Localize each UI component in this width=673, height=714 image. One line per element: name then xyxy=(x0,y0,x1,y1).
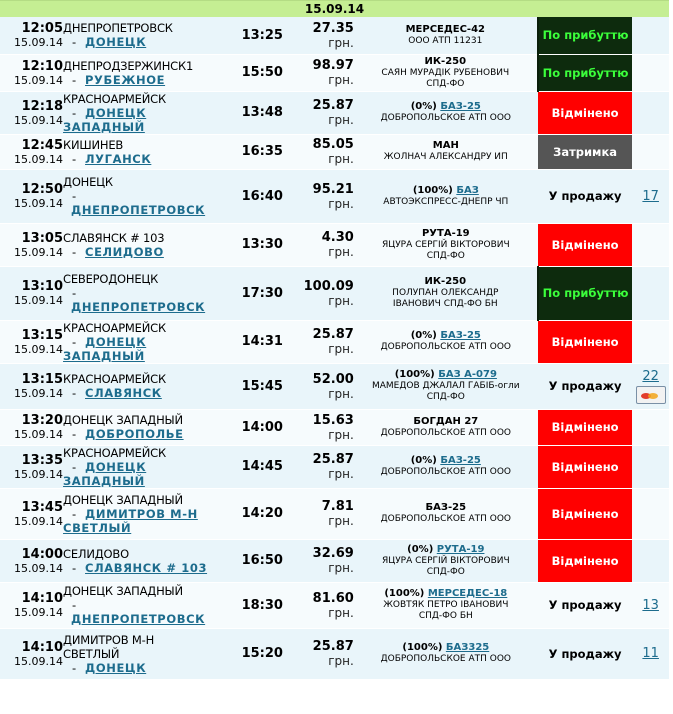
price-value: 15.63 xyxy=(312,412,354,428)
price-value: 32.69 xyxy=(312,546,354,561)
route-dash: - xyxy=(71,459,77,474)
departure-date: 15.09.14 xyxy=(14,342,64,356)
departure-cell xyxy=(0,134,63,169)
departure-cell xyxy=(0,169,63,223)
carrier-name: САЯН МУРАДІК РУБЕНОВИЧ xyxy=(381,67,510,78)
arrival-time: 14:45 xyxy=(232,445,293,488)
destination-link[interactable]: ДОНЕЦК xyxy=(85,459,147,474)
bus-model xyxy=(354,276,537,288)
price-value: 4.30 xyxy=(321,230,354,245)
table-row xyxy=(0,223,669,266)
destination-link[interactable]: ДНЕПРОПЕТРОВСК xyxy=(71,203,206,217)
status-badge: Відмінено xyxy=(538,488,633,539)
departure-date: 15.09.14 xyxy=(14,113,64,127)
departure-date: 15.09.14 xyxy=(14,197,64,210)
price-currency: грн. xyxy=(328,386,354,401)
route-origin: СЛАВЯНСК # 103 xyxy=(63,230,165,245)
bus-model-name: ИК-250 xyxy=(424,55,467,67)
bus-model-link[interactable]: БАЗ-25 xyxy=(440,330,481,341)
occupancy-percent: (0%) xyxy=(407,543,437,555)
price-currency: грн. xyxy=(328,35,354,50)
bus-model xyxy=(354,330,538,342)
price-cell xyxy=(293,320,354,363)
price-currency: грн. xyxy=(328,561,354,575)
route-dash: - xyxy=(71,151,77,166)
price-currency: грн. xyxy=(328,73,354,87)
seats-cell xyxy=(632,134,669,169)
carrier-cell xyxy=(354,223,538,266)
bus-model-name: БОГДАН 27 xyxy=(413,415,479,427)
bus-model xyxy=(354,416,538,428)
table-row xyxy=(0,54,669,91)
carrier-name: ЯЦУРА СЕРГІЙ ВІКТОРОВИЧ xyxy=(381,555,510,566)
table-row xyxy=(0,363,669,409)
bus-model-link[interactable]: РУТА-19 xyxy=(436,543,485,555)
price-value: 52.00 xyxy=(312,371,354,387)
departure-time: 14:10 xyxy=(21,639,64,655)
departure-time: 12:50 xyxy=(21,182,64,197)
carrier-name: ДОБРОПОЛЬСКОЕ АТП ООО xyxy=(380,427,512,438)
bus-model-link[interactable]: БАЗ325 xyxy=(445,642,490,653)
arrival-time: 16:35 xyxy=(232,134,293,169)
table-row xyxy=(0,488,669,539)
carrier-cell xyxy=(354,134,538,169)
route-dash: - xyxy=(71,72,77,87)
route-cell xyxy=(63,409,232,445)
status-badge: Відмінено xyxy=(538,445,633,488)
carrier-name: СПД-ФО xyxy=(426,392,465,402)
price-value: 25.87 xyxy=(312,639,354,654)
table-row xyxy=(0,320,669,363)
route-origin: СВЕТЛЫЙ xyxy=(63,646,120,661)
route-cell xyxy=(63,266,232,320)
destination-link-line2[interactable]: ЗАПАДНЫЙ xyxy=(63,473,145,488)
carrier-cell xyxy=(354,409,538,445)
price-currency: грн. xyxy=(328,427,354,442)
route-origin: КРАСНОАРМЕЙСК xyxy=(63,445,166,460)
bus-model-name: ИК-250 xyxy=(424,276,467,287)
arrival-time: 17:30 xyxy=(232,266,293,320)
credit-card-icon[interactable] xyxy=(636,386,666,404)
arrival-time: 15:45 xyxy=(232,363,293,409)
route-origin: ДНЕПРОПЕТРОВСК xyxy=(63,21,173,36)
departure-date: 15.09.14 xyxy=(14,428,64,441)
route-origin: ДОНЕЦК ЗАПАДНЫЙ xyxy=(63,584,183,598)
departure-time: 13:10 xyxy=(21,279,64,294)
departure-time: 14:10 xyxy=(21,591,64,606)
price-cell xyxy=(293,582,354,628)
destination-link[interactable]: ДОБРОПОЛЬЕ xyxy=(85,427,184,441)
status-badge: По прибуттю xyxy=(538,17,633,54)
route-cell xyxy=(63,91,232,134)
seats-cell xyxy=(632,628,669,679)
carrier-cell xyxy=(354,488,538,539)
departure-time: 14:00 xyxy=(21,546,64,562)
bus-model-link[interactable]: МЕРСЕДЕС-18 xyxy=(427,588,508,599)
price-value: 95.21 xyxy=(312,181,354,197)
bus-model xyxy=(354,502,538,514)
bus-model-link[interactable]: БАЗ А-079 xyxy=(438,369,497,380)
carrier-name: ДОБРОПОЛЬСКОЕ АТП ООО xyxy=(380,514,512,524)
arrival-time: 13:25 xyxy=(232,17,293,54)
table-row xyxy=(0,539,669,582)
bus-model xyxy=(354,56,537,68)
route-dash: - xyxy=(71,105,77,120)
bus-model-name: МЕРСЕДЕС-42 xyxy=(405,23,486,35)
bus-model xyxy=(354,544,538,556)
price-currency: грн. xyxy=(328,605,354,620)
carrier-name: СПД-ФО xyxy=(426,78,465,89)
status-badge: У продажу xyxy=(538,363,633,409)
arrival-time: 14:31 xyxy=(232,320,293,363)
departure-time: 13:45 xyxy=(21,499,64,515)
destination-link[interactable]: ДНЕПРОПЕТРОВСК xyxy=(71,300,206,314)
departure-cell xyxy=(0,320,63,363)
status-badge: Відмінено xyxy=(538,320,633,363)
departure-date: 15.09.14 xyxy=(14,73,64,87)
arrival-time: 13:30 xyxy=(232,223,293,266)
seats-cell xyxy=(632,320,669,363)
price-currency: грн. xyxy=(328,196,354,211)
destination-link[interactable]: ДНЕПРОПЕТРОВСК xyxy=(71,612,206,626)
route-cell xyxy=(63,363,232,409)
price-currency: грн. xyxy=(328,467,354,481)
route-origin: КРАСНОАРМЕЙСК xyxy=(63,320,166,335)
departure-cell xyxy=(0,582,63,628)
arrival-time: 13:48 xyxy=(232,91,293,134)
bus-model-link[interactable]: БАЗ xyxy=(456,184,479,196)
departure-cell xyxy=(0,266,63,320)
route-origin: КРАСНОАРМЕЙСК xyxy=(63,91,166,106)
carrier-name: ПОЛУПАН ОЛЕКСАНДР xyxy=(392,288,499,298)
arrival-time: 14:20 xyxy=(232,488,293,539)
bus-model xyxy=(354,455,538,467)
route-cell xyxy=(63,134,232,169)
route-dash: - xyxy=(71,386,77,400)
carrier-cell xyxy=(354,582,538,628)
carrier-cell xyxy=(354,363,538,409)
price-cell xyxy=(293,445,354,488)
route-origin: СЕЛИДОВО xyxy=(63,546,129,561)
route-origin: СЕВЕРОДОНЕЦК xyxy=(63,272,159,286)
price-value: 27.35 xyxy=(312,20,354,36)
route-origin: ДОНЕЦК ЗАПАДНЫЙ xyxy=(63,492,183,507)
carrier-cell xyxy=(354,628,538,679)
price-cell xyxy=(293,266,354,320)
table-row xyxy=(0,169,669,223)
route-cell xyxy=(63,169,232,223)
seats-cell xyxy=(632,169,669,223)
price-cell xyxy=(293,169,354,223)
route-dash: - xyxy=(71,598,77,612)
arrival-time: 15:20 xyxy=(232,628,293,679)
status-badge: Затримка xyxy=(538,134,633,169)
price-currency: грн. xyxy=(328,514,354,528)
destination-link[interactable]: РУБЕЖНОЕ xyxy=(85,72,166,87)
route-dash: - xyxy=(71,244,77,259)
carrier-cell xyxy=(354,445,538,488)
occupancy-percent: (0%) xyxy=(410,101,441,112)
carrier-name: СПД-ФО xyxy=(426,250,465,261)
date-header: 15.09.14 xyxy=(0,0,669,17)
destination-link[interactable]: ДИМИТРОВ М-Н xyxy=(85,506,198,521)
seats-available-link[interactable]: 11 xyxy=(642,646,659,661)
seats-cell xyxy=(632,488,669,539)
departure-time: 12:18 xyxy=(21,98,64,114)
table-row xyxy=(0,17,669,54)
route-dash: - xyxy=(71,560,77,575)
bus-model xyxy=(354,642,538,654)
departure-date: 15.09.14 xyxy=(14,36,64,50)
price-currency: грн. xyxy=(328,293,354,308)
carrier-cell xyxy=(354,320,538,363)
bus-model xyxy=(354,101,538,113)
price-currency: грн. xyxy=(328,342,354,356)
arrival-time: 14:00 xyxy=(232,409,293,445)
arrival-time: 16:50 xyxy=(232,539,293,582)
carrier-name: ІВАНОВИЧ СПД-ФО БН xyxy=(392,299,498,309)
seats-cell xyxy=(632,223,669,266)
price-cell xyxy=(293,628,354,679)
route-origin: ДОНЕЦК ЗАПАДНЫЙ xyxy=(63,413,183,427)
price-cell xyxy=(293,488,354,539)
departure-date: 15.09.14 xyxy=(14,245,64,259)
price-value: 25.87 xyxy=(312,327,354,342)
seats-cell xyxy=(632,539,669,582)
carrier-name: СПД-ФО БН xyxy=(418,611,473,621)
table-row xyxy=(0,409,669,445)
destination-link-line2[interactable]: ЗАПАДНЫЙ xyxy=(63,119,145,134)
departure-date: 15.09.14 xyxy=(14,467,64,481)
departure-cell xyxy=(0,488,63,539)
carrier-name: ДОБРОПОЛЬСКОЕ АТП ООО xyxy=(380,113,512,123)
route-cell xyxy=(63,17,232,54)
carrier-cell xyxy=(354,539,538,582)
destination-link[interactable]: ДОНЕЦК xyxy=(85,660,147,675)
departure-date: 15.09.14 xyxy=(14,561,64,575)
carrier-name: ЖОЛНАЧ АЛЕКСАНДРУ ИП xyxy=(383,152,508,162)
route-cell xyxy=(63,488,232,539)
carrier-name: ООО АТП 11231 xyxy=(408,35,483,46)
table-row xyxy=(0,628,669,679)
bus-model xyxy=(354,369,538,381)
table-row xyxy=(0,582,669,628)
bus-model xyxy=(354,140,538,152)
price-value: 85.05 xyxy=(312,137,354,152)
route-cell xyxy=(63,223,232,266)
departure-date: 15.09.14 xyxy=(14,654,64,668)
price-currency: грн. xyxy=(328,113,354,127)
departures-table xyxy=(0,17,669,680)
departure-cell xyxy=(0,539,63,582)
departure-cell xyxy=(0,223,63,266)
destination-link[interactable]: СЛАВЯНСК # 103 xyxy=(85,560,208,575)
route-cell xyxy=(63,320,232,363)
price-cell xyxy=(293,539,354,582)
departure-cell xyxy=(0,445,63,488)
bus-model-name: РУТА-19 xyxy=(421,227,470,239)
route-dash: - xyxy=(71,427,77,441)
route-cell xyxy=(63,54,232,91)
occupancy-percent: (100%) xyxy=(394,369,439,380)
route-cell xyxy=(63,539,232,582)
carrier-name: СПД-ФО xyxy=(426,566,465,577)
departure-time: 13:35 xyxy=(21,452,64,468)
departure-time: 12:05 xyxy=(21,21,64,37)
departure-cell xyxy=(0,91,63,134)
carrier-cell xyxy=(354,91,538,134)
bus-model-name: БАЗ-25 xyxy=(425,502,467,513)
bus-model-link[interactable]: БАЗ-25 xyxy=(440,101,481,112)
price-currency: грн. xyxy=(328,152,354,166)
table-row xyxy=(0,266,669,320)
departure-date: 15.09.14 xyxy=(14,514,64,528)
carrier-name: ДОБРОПОЛЬСКОЕ АТП ООО xyxy=(380,654,512,664)
route-dash: - xyxy=(71,286,77,300)
status-badge: Відмінено xyxy=(538,223,633,266)
departure-time: 12:10 xyxy=(21,58,64,74)
departure-cell xyxy=(0,628,63,679)
seats-cell xyxy=(632,409,669,445)
route-origin: ДНЕПРОДЗЕРЖИНСК1 xyxy=(63,58,194,73)
status-badge: Відмінено xyxy=(538,409,633,445)
route-origin: КРАСНОАРМЕЙСК xyxy=(63,372,166,386)
carrier-name: ЯЦУРА СЕРГІЙ ВІКТОРОВИЧ xyxy=(381,239,510,250)
departure-date: 15.09.14 xyxy=(14,387,64,400)
carrier-cell xyxy=(354,17,538,54)
destination-link[interactable]: СЛАВЯНСК xyxy=(85,386,162,400)
seats-cell xyxy=(632,266,669,320)
route-dash: - xyxy=(71,189,77,203)
departure-time: 12:45 xyxy=(21,137,64,153)
carrier-name: ДОБРОПОЛЬСКОЕ АТП ООО xyxy=(380,467,512,477)
bus-model xyxy=(354,228,538,240)
price-value: 25.87 xyxy=(312,98,354,113)
occupancy-percent: (0%) xyxy=(410,455,441,466)
price-currency: грн. xyxy=(328,245,354,259)
route-origin: ДИМИТРОВ М-Н xyxy=(63,632,155,647)
seats-cell xyxy=(632,582,669,628)
price-cell xyxy=(293,409,354,445)
bus-model xyxy=(354,24,537,36)
bus-model xyxy=(354,185,538,197)
price-cell xyxy=(293,54,354,91)
status-badge: У продажу xyxy=(538,628,633,679)
departure-cell xyxy=(0,54,63,91)
route-origin: КИШИНЕВ xyxy=(63,137,124,152)
price-value: 81.60 xyxy=(312,590,354,606)
departure-cell xyxy=(0,363,63,409)
arrival-time: 15:50 xyxy=(232,54,293,91)
destination-link[interactable]: СЕЛИДОВО xyxy=(85,244,164,259)
seats-available-link[interactable]: 13 xyxy=(642,597,659,613)
price-value: 7.81 xyxy=(321,499,354,514)
arrival-time: 18:30 xyxy=(232,582,293,628)
price-value: 25.87 xyxy=(312,452,354,467)
destination-link-line2[interactable]: СВЕТЛЫЙ xyxy=(63,520,132,535)
seats-cell xyxy=(632,54,669,91)
destination-link[interactable]: ДОНЕЦК xyxy=(85,334,147,349)
route-cell xyxy=(63,582,232,628)
route-cell xyxy=(63,628,232,679)
route-origin: ДОНЕЦК xyxy=(63,175,113,189)
price-cell xyxy=(293,134,354,169)
status-badge: По прибуттю xyxy=(538,266,633,320)
price-cell xyxy=(293,91,354,134)
status-badge: Відмінено xyxy=(538,539,633,582)
destination-link[interactable]: ДОНЕЦК xyxy=(85,35,147,50)
carrier-cell xyxy=(354,169,538,223)
table-row xyxy=(0,134,669,169)
occupancy-percent: (0%) xyxy=(410,330,441,341)
price-currency: грн. xyxy=(328,654,354,668)
occupancy-percent: (100%) xyxy=(384,588,428,599)
seats-cell xyxy=(632,91,669,134)
status-badge: Відмінено xyxy=(538,91,633,134)
departure-time: 13:05 xyxy=(21,230,64,246)
seats-cell xyxy=(632,363,669,409)
departure-time: 13:15 xyxy=(21,327,64,343)
departure-date: 15.09.14 xyxy=(14,294,64,307)
route-dash: - xyxy=(71,35,77,50)
route-cell xyxy=(63,445,232,488)
departure-date: 15.09.14 xyxy=(14,606,64,619)
bus-model xyxy=(354,588,538,600)
carrier-name: МАМЕДОВ ДЖАЛАЛ ГАБІБ-огли xyxy=(371,381,520,391)
table-row xyxy=(0,91,669,134)
route-dash: - xyxy=(71,334,77,349)
seats-available-link[interactable]: 22 xyxy=(642,368,659,384)
carrier-name: ДОБРОПОЛЬСКОЕ АТП ООО xyxy=(380,342,512,352)
destination-link-line2[interactable]: ЗАПАДНЫЙ xyxy=(63,348,145,363)
price-cell xyxy=(293,363,354,409)
route-dash: - xyxy=(71,506,77,521)
status-badge: У продажу xyxy=(538,582,633,628)
departure-date: 15.09.14 xyxy=(14,152,64,166)
departure-cell xyxy=(0,409,63,445)
seats-cell xyxy=(632,17,669,54)
carrier-cell xyxy=(354,54,538,91)
route-dash: - xyxy=(71,660,77,675)
carrier-name: ЖОВТЯК ПЕТРО ІВАНОВИЧ xyxy=(383,600,509,610)
status-badge: У продажу xyxy=(538,169,633,223)
occupancy-percent: (100%) xyxy=(412,184,457,196)
destination-link[interactable]: ДОНЕЦК xyxy=(85,105,147,120)
carrier-cell xyxy=(354,266,538,320)
table-row xyxy=(0,445,669,488)
price-value: 98.97 xyxy=(312,58,354,73)
arrival-time: 16:40 xyxy=(232,169,293,223)
price-cell xyxy=(293,17,354,54)
carrier-name: АВТОЭКСПРЕСС-ДНЕПР ЧП xyxy=(383,196,509,207)
departure-time: 13:15 xyxy=(21,372,64,387)
destination-link[interactable]: ЛУГАНСК xyxy=(85,151,152,166)
seats-available-link[interactable]: 17 xyxy=(642,188,659,204)
bus-model-link[interactable]: БАЗ-25 xyxy=(440,455,481,466)
status-badge: По прибуттю xyxy=(538,54,633,91)
departure-time: 13:20 xyxy=(21,413,64,428)
price-cell xyxy=(293,223,354,266)
departure-cell xyxy=(0,17,63,54)
price-value: 100.09 xyxy=(303,278,354,294)
occupancy-percent: (100%) xyxy=(402,642,446,653)
bus-model-name: МАН xyxy=(432,140,459,151)
seats-cell xyxy=(632,445,669,488)
